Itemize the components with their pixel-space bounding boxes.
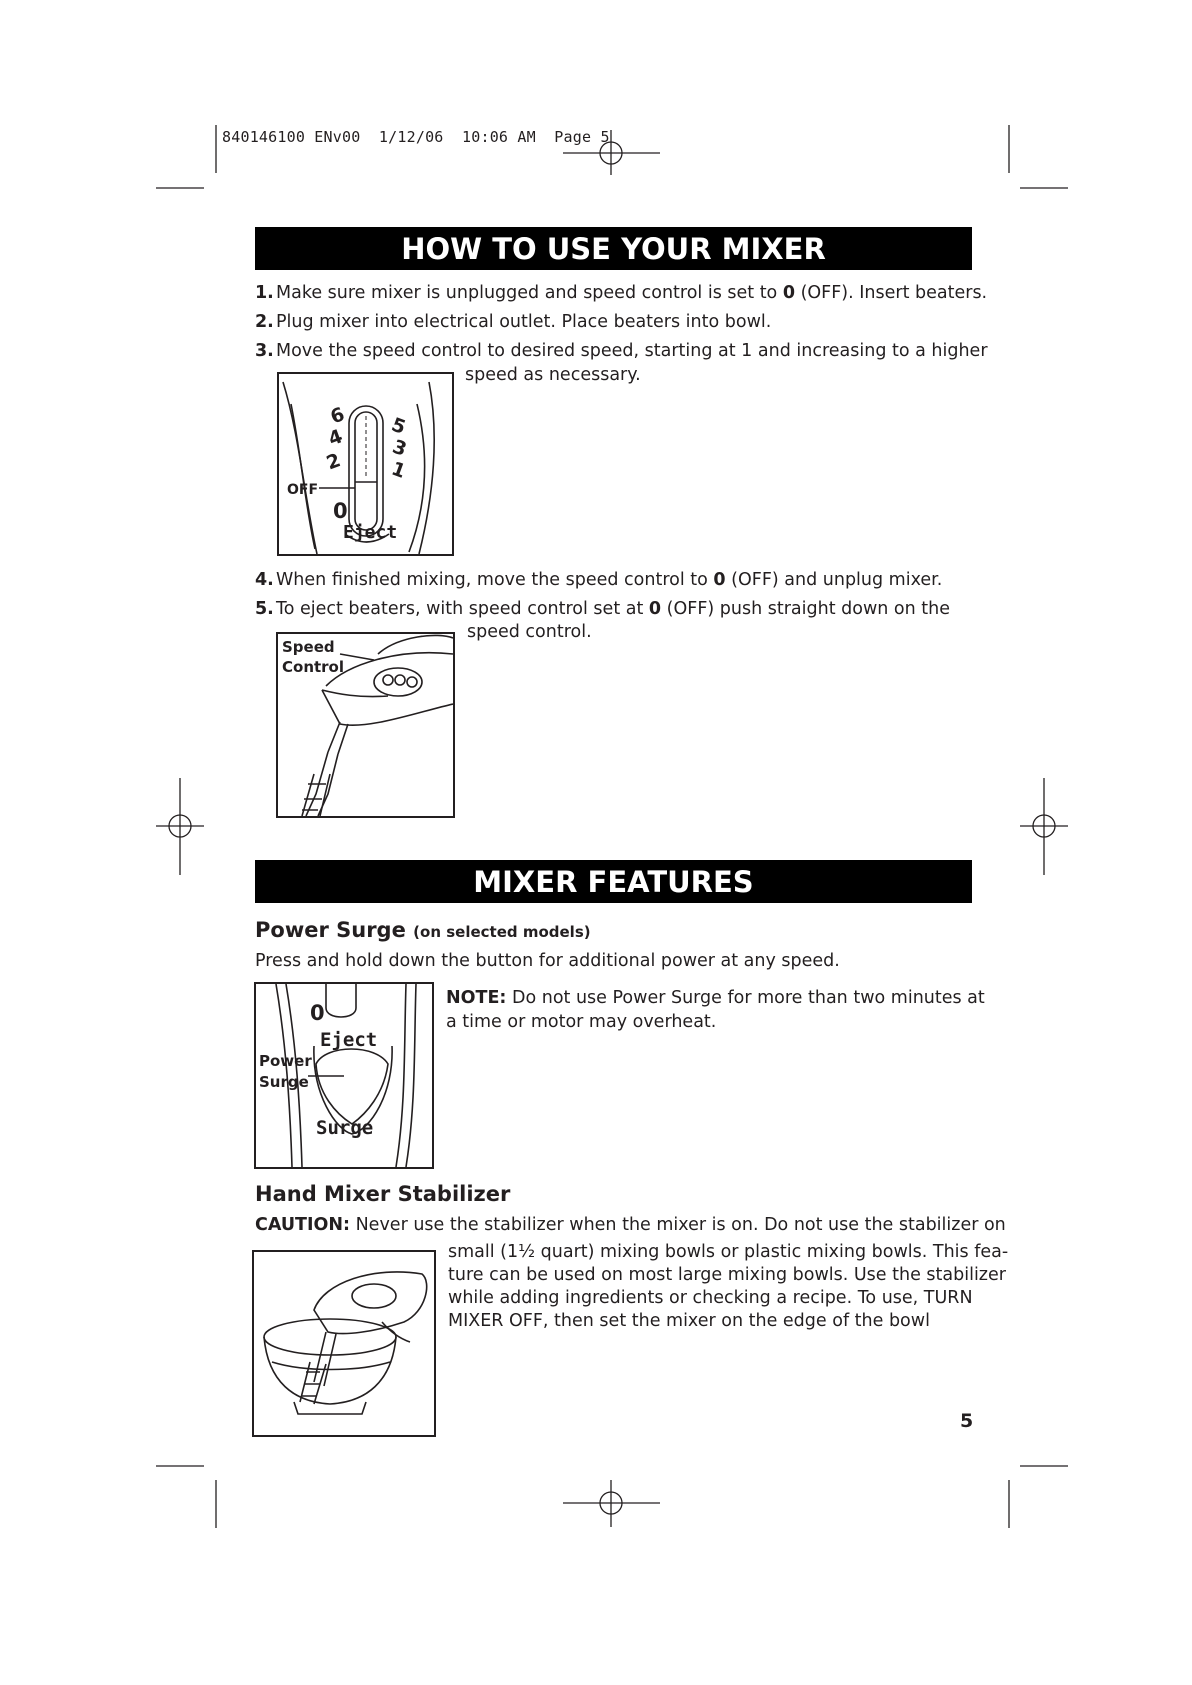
speed-control-illustration [277,372,454,556]
eject-label: Eject [320,1029,378,1051]
step-bold: 0 [782,283,796,303]
step-2 [255,308,995,337]
power-surge-text: Press and hold down the button for additional power at any speed. [255,951,840,971]
print-slug: 840146100 ENv00 1/12/06 10:06 AM Page 5 [222,128,610,146]
zero-position: 0 [333,499,348,523]
power-surge-note: (on selected models) [413,923,591,941]
eject-beaters-illustration [276,632,455,818]
stabilizer-heading: Hand Mixer Stabilizer [255,1182,511,1206]
power-surge-title: Power Surge [255,918,406,942]
step-text-end: (OFF). Insert beaters. [795,283,988,303]
section-heading-how-to-use: HOW TO USE YOUR MIXER [255,227,972,270]
note-text-line1: Do not use Power Surge for more than two minutes at [506,988,985,1008]
caution-label: CAUTION: [255,1215,351,1235]
dial-number: 2 [323,449,344,475]
step-number: 3. [255,341,274,361]
step-text: To eject beaters, with speed control set at [276,599,649,619]
step-text: Plug mixer into electrical outlet. Place beaters into bowl. [276,312,772,332]
step-5 [255,595,995,624]
stabilizer-illustration [252,1250,436,1437]
step-number: 2. [255,312,274,332]
dial-number: 5 [388,413,409,439]
note-label: NOTE: [446,988,507,1008]
power-surge-label-line2: Surge [259,1073,309,1091]
step-number: 1. [255,283,274,303]
stabilizer-line: while adding ingredients or checking a recipe. To use, TURN [448,1288,973,1308]
stabilizer-line: ture can be used on most large mixing bowls. Use the stabilizer [448,1265,1006,1285]
power-surge-caution [446,986,985,1034]
stabilizer-line: small (1½ quart) mixing bowls or plastic mixing bowls. This fea- [448,1242,1009,1262]
stabilizer-caution [255,1215,1006,1235]
caution-text: Never use the stabilizer when the mixer is on. Do not use the stabilizer on [350,1215,1006,1235]
step-number: 4. [255,570,274,590]
step-bold: 0 [648,599,662,619]
step-4 [255,566,995,595]
dial-number: 1 [388,457,409,483]
step-5-continued: speed control. [467,622,592,642]
eject-label: Eject [343,522,398,543]
section-heading-mixer-features: MIXER FEATURES [255,860,972,903]
power-surge-heading [255,918,591,942]
step-text-end: (OFF) push straight down on the [661,599,950,619]
step-text: Move the speed control to desired speed, starting at 1 and increasing to a higher [276,341,988,361]
surge-button-label: Surge [316,1117,374,1139]
stabilizer-paragraph [448,1241,1008,1333]
step-3 [255,337,995,366]
dial-number: 6 [327,403,348,429]
speed-control-label-line2: Control [282,658,345,676]
power-surge-label-line1: Power [259,1052,312,1070]
off-label: OFF [287,482,319,498]
power-surge-illustration [254,982,434,1169]
step-text-end: (OFF) and unplug mixer. [725,570,943,590]
page-number: 5 [960,1410,974,1432]
step-bold: 0 [713,570,726,590]
step-text: When finished mixing, move the speed control to [276,570,714,590]
dial-number: 3 [389,435,410,461]
step-1 [255,279,995,308]
step-text: Make sure mixer is unplugged and speed control is set to [276,283,783,303]
step-number: 5. [255,599,274,619]
note-text-line2: a time or motor may overheat. [446,1012,717,1032]
speed-control-label-line1: Speed [282,638,335,656]
step-3-continued: speed as necessary. [465,365,641,385]
dial-number: 4 [325,425,346,451]
stabilizer-line: MIXER OFF, then set the mixer on the edge of the bowl [448,1311,930,1331]
zero-position: 0 [310,1001,325,1025]
